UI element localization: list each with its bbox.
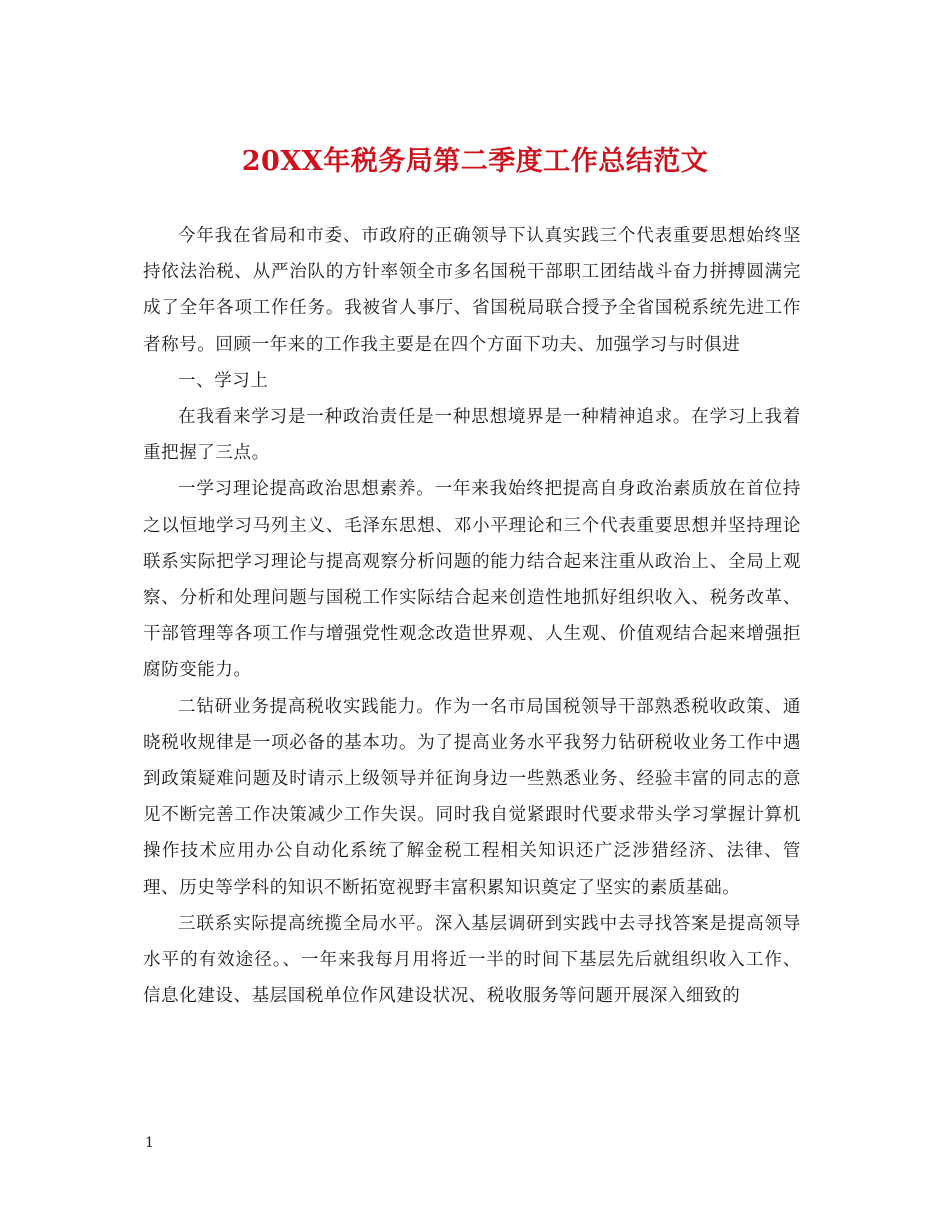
- paragraph-point-one: 一学习理论提高政治思想素养。一年来我始终把提高自身政治素质放在首位持之以恒地学习马列主义、毛泽东思想、邓小平理论和三个代表重要思想并坚持理论联系实际把学习理论与提高观察分析问题的能力结合起来注重从政治上、全局上观察、分析和处理问题与国税工作实际结合起来创造性地抓好组织收入、税务改革、干部管理等各项工作与增强党性观念改造世界观、人生观、价值观结合起来增强拒腐防变能力。: [143, 479, 801, 681]
- section-heading-study: 一、学习上: [178, 370, 269, 391]
- paragraph-point-three: 三联系实际提高统揽全局水平。深入基层调研到实践中去寻找答案是提高领导水平的有效途径。、一年来我每月用将近一半的时间下基层先后就组织收入工作、信息化建设、基层国税单位作风建设状况、税收服务等问题开展深入细致的: [143, 913, 801, 1007]
- paragraph-study-overview: 在我看来学习是一种政治责任是一种思想境界是一种精神追求。在学习上我着重把握了三点。: [143, 407, 801, 464]
- document-title: 20XX年税务局第二季度工作总结范文: [241, 146, 709, 177]
- paragraph-point-two: 二钻研业务提高税收实践能力。作为一名市局国税领导干部熟悉税收政策、通晓税收规律是一项必备的基本功。为了提高业务水平我努力钻研税收业务工作中遇到政策疑难问题及时请示上级领导并征询身边一些熟悉业务、经验丰富的同志的意见不断完善工作决策减少工作失误。同时我自觉紧跟时代要求带头学习掌握计算机操作技术应用办公自动化系统了解金税工程相关知识还广泛涉猎经济、法律、管理、历史等学科的知识不断拓宽视野丰富积累知识奠定了坚实的素质基础。: [143, 696, 801, 898]
- page-number: 1: [145, 1135, 154, 1151]
- document-body: [143, 218, 801, 1014]
- paragraph-intro: 今年我在省局和市委、市政府的正确领导下认真实践三个代表重要思想始终坚持依法治税、从严治队的方针率领全市多名国税干部职工团结战斗奋力拼搏圆满完成了全年各项工作任务。我被省人事厅、省国税局联合授予全省国税系统先进工作者称号。回顾一年来的工作我主要是在四个方面下功夫、加强学习与时俱进: [143, 226, 801, 355]
